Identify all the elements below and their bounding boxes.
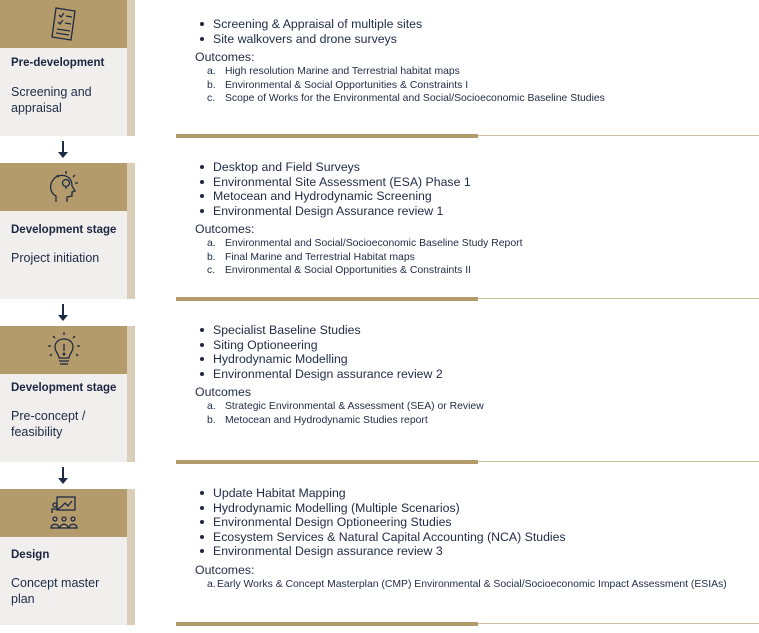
outcome-item: a. Environmental and Social/Socioeconomic Baseline Study Report bbox=[207, 238, 523, 250]
activity-list bbox=[195, 160, 755, 218]
stage-content-project-initiation bbox=[195, 160, 755, 278]
outcome-item: a. High resolution Marine and Terrestrial habitat maps bbox=[207, 66, 460, 78]
outcome-item: b. Metocean and Hydrodynamic Studies report bbox=[207, 414, 428, 426]
stage-accent-bar bbox=[127, 326, 135, 462]
outcomes-heading: Outcomes: bbox=[195, 222, 255, 237]
outcomes-heading: Outcomes: bbox=[195, 50, 255, 65]
activity-item: Ecosystem Services & Natural Capital Accounting (NCA) Studies bbox=[195, 530, 755, 545]
head-lightbulb-icon bbox=[44, 168, 84, 206]
outcomes-heading: Outcomes: bbox=[195, 562, 255, 577]
presentation-team-icon bbox=[49, 495, 79, 531]
activity-item: Environmental Site Assessment (ESA) Phase 1 bbox=[195, 175, 755, 190]
stage-accent-bar bbox=[127, 0, 135, 136]
outcome-item: a. Strategic Environmental & Assessment (SEA) or Review bbox=[207, 401, 484, 413]
document-checklist-icon bbox=[47, 5, 81, 43]
stage-card-pre-concept bbox=[0, 326, 135, 462]
stage-content-design bbox=[195, 486, 755, 591]
stage-card-project-initiation bbox=[0, 163, 135, 299]
down-arrow-icon bbox=[57, 141, 69, 159]
stage-description: Pre-concept / feasibility bbox=[11, 409, 86, 439]
outcome-item: c. Scope of Works for the Environmental and Social/Socioeconomic Baseline Studies bbox=[207, 93, 605, 104]
stage-accent-bar bbox=[127, 163, 135, 299]
outcome-item: b. Final Marine and Terrestrial Habitat maps bbox=[207, 251, 415, 263]
stage-divider bbox=[176, 297, 759, 301]
stage-accent-bar bbox=[127, 489, 135, 625]
stage-type-label: Pre-development bbox=[11, 57, 105, 69]
activity-item: Site walkovers and drone surveys bbox=[195, 32, 755, 47]
stage-divider bbox=[176, 460, 759, 464]
activity-item: Desktop and Field Surveys bbox=[195, 160, 755, 175]
activity-item: Hydrodynamic Modelling (Multiple Scenarios) bbox=[195, 501, 755, 516]
activity-list bbox=[195, 323, 755, 381]
stage-description: Concept master plan bbox=[11, 576, 100, 606]
stage-content-pre-development bbox=[195, 17, 755, 105]
stage-description: Screening and appraisal bbox=[11, 85, 92, 115]
activity-item: Environmental Design assurance review 2 bbox=[195, 367, 755, 382]
activity-item: Environmental Design assurance review 3 bbox=[195, 544, 755, 559]
outcomes-list bbox=[195, 65, 755, 105]
activity-item: Hydrodynamic Modelling bbox=[195, 352, 755, 367]
stage-divider bbox=[176, 622, 759, 626]
outcomes-list bbox=[195, 578, 755, 591]
stage-icon-box bbox=[0, 489, 127, 537]
outcomes-list bbox=[195, 237, 755, 277]
activity-list bbox=[195, 486, 755, 559]
outcome-item: a. Early Works & Concept Masterplan (CMP) Environmental & Social/Socioeconomic Impact Assessment (ESIAs) bbox=[207, 578, 727, 590]
stage-card-pre-development bbox=[0, 0, 135, 136]
outcomes-heading: Outcomes bbox=[195, 385, 252, 400]
stage-icon-box bbox=[0, 0, 127, 48]
activity-item: Specialist Baseline Studies bbox=[195, 323, 755, 338]
outcome-item: c. Environmental & Social Opportunities & Constraints II bbox=[207, 265, 472, 277]
stage-type-label: Development stage bbox=[11, 224, 117, 236]
stage-divider bbox=[176, 134, 759, 138]
stage-icon-box bbox=[0, 326, 127, 374]
activity-list bbox=[195, 17, 755, 46]
lightbulb-icon bbox=[44, 330, 84, 370]
stage-type-label: Development stage bbox=[11, 382, 117, 394]
activity-item: Metocean and Hydrodynamic Screening bbox=[195, 189, 755, 204]
stage-content-pre-concept bbox=[195, 323, 755, 427]
stage-icon-box bbox=[0, 163, 127, 211]
stage-card-design bbox=[0, 489, 135, 625]
outcome-item: b. Environmental & Social Opportunities & Constraints I bbox=[207, 79, 469, 91]
stage-description: Project initiation bbox=[11, 251, 100, 265]
activity-item: Screening & Appraisal of multiple sites bbox=[195, 17, 755, 32]
activity-item: Environmental Design Optioneering Studies bbox=[195, 515, 755, 530]
down-arrow-icon bbox=[57, 467, 69, 485]
down-arrow-icon bbox=[57, 304, 69, 322]
outcomes-list bbox=[195, 400, 755, 427]
activity-item: Update Habitat Mapping bbox=[195, 486, 755, 501]
activity-item: Environmental Design Assurance review 1 bbox=[195, 204, 755, 219]
stage-type-label: Design bbox=[11, 549, 50, 561]
activity-item: Siting Optioneering bbox=[195, 338, 755, 353]
